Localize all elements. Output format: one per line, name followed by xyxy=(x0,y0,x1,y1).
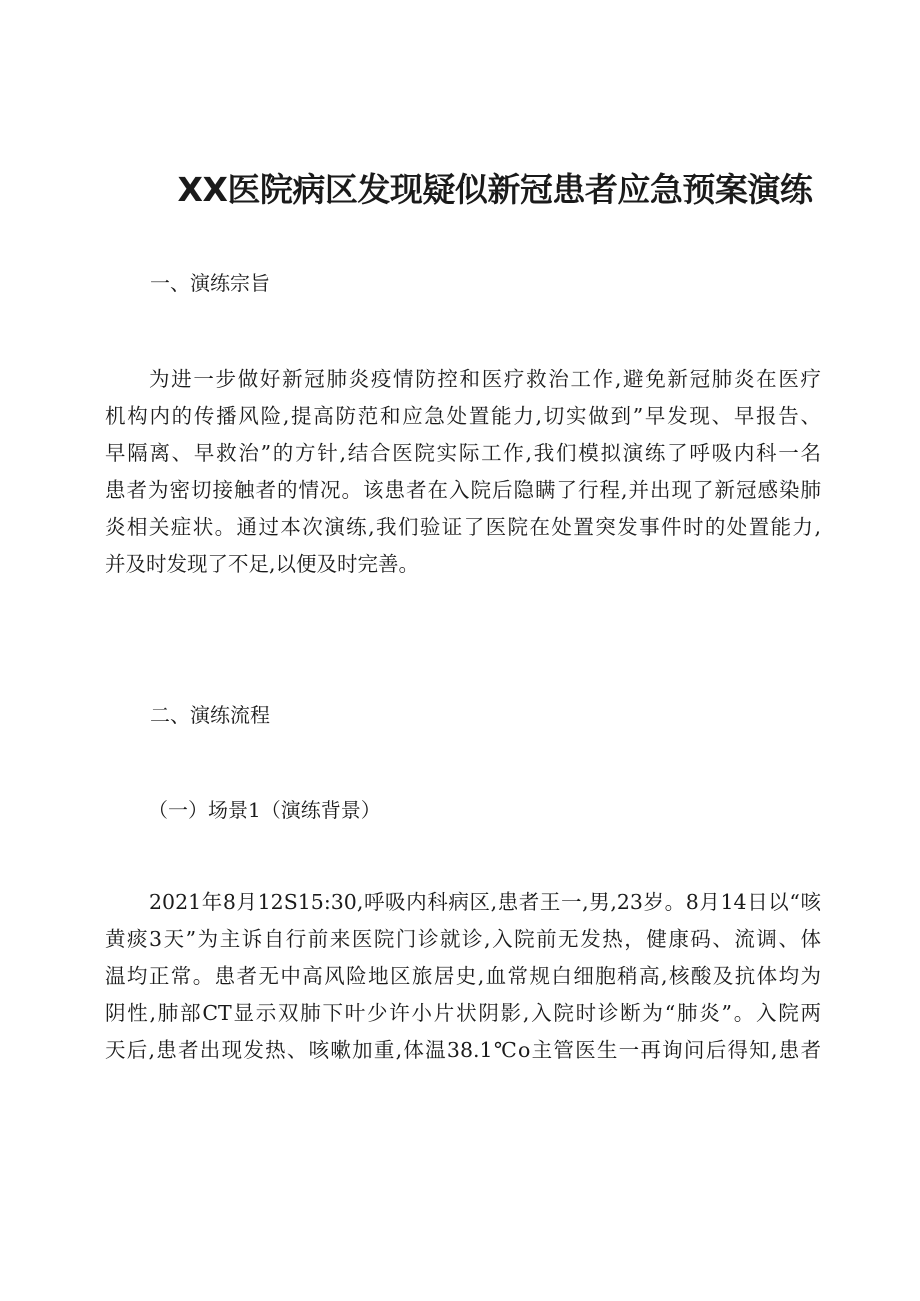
document-title: XX医院病区发现疑似新冠患者应急预案演练 xyxy=(177,170,813,209)
paragraph-line: 并及时发现了不足,以便及时完善。 xyxy=(105,552,420,576)
paragraph-line: 炎相关症状。通过本次演练,我们验证了医院在处置突发事件时的处置能力, xyxy=(105,515,821,539)
paragraph-line: 温均正常。患者无中高风险地区旅居史,血常规白细胞稍高,核酸及抗体均为 xyxy=(105,964,821,988)
sub-heading-scene-1: （一）场景1（演练背景） xyxy=(148,798,381,822)
paragraph-line: 早隔离、早救治”的方针,结合医院实际工作,我们模拟演练了呼吸内科一名 xyxy=(105,441,821,465)
paragraph-line: 阴性,肺部CT显示双肺下叶少许小片状阴影,入院时诊断为“肺炎”。入院两 xyxy=(105,1001,821,1025)
section-heading-process: 二、演练流程 xyxy=(150,703,270,727)
paragraph-line: 2021年8月12S15:30,呼吸内科病区,患者王一,男,23岁。8月14日以“咳 xyxy=(149,890,821,914)
purpose-paragraph xyxy=(105,361,821,583)
scene-1-paragraph xyxy=(105,884,821,1069)
section-heading-purpose: 一、演练宗旨 xyxy=(150,271,270,295)
paragraph-line: 患者为密切接触者的情况。该患者在入院后隐瞒了行程,并出现了新冠感染肺 xyxy=(105,478,821,502)
paragraph-line: 机构内的传播风险,提高防范和应急处置能力,切实做到”早发现、早报告、 xyxy=(105,404,821,428)
paragraph-line: 黄痰3天”为主诉自行前来医院门诊就诊,入院前无发热，健康码、流调、体 xyxy=(105,927,821,951)
paragraph-line: 天后,患者出现发热、咳嗽加重,体温38.1℃o主管医生一再询问后得知,患者 xyxy=(105,1038,821,1062)
paragraph-line: 为进一步做好新冠肺炎疫情防控和医疗救治工作,避免新冠肺炎在医疗 xyxy=(149,367,821,391)
